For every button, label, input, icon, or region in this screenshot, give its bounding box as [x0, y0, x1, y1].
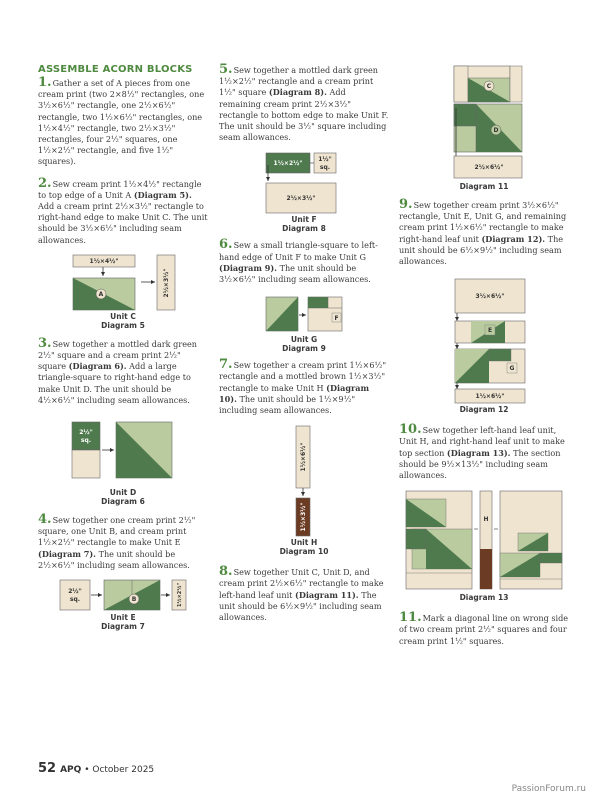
- d6-sq-label-1: 2½": [79, 429, 93, 437]
- step-5: [219, 64, 389, 143]
- step-8: [219, 566, 389, 623]
- d8-rect-label: 1½×2½": [273, 160, 303, 168]
- d8-sq-label-1: 1½": [318, 156, 332, 164]
- diagram-9-figure: [264, 295, 344, 335]
- diagram-13-figure: [404, 489, 564, 593]
- step-number: 11.: [399, 610, 422, 626]
- step-number: 4.: [38, 512, 52, 528]
- diagram-11: [444, 64, 524, 191]
- step-text: Mark a diagonal line on wrong side of two cream print 2½" squares and four cream print 1½" squares.: [399, 613, 569, 646]
- step-text: The section should be 9½×13½" including seam allowances.: [399, 447, 561, 481]
- diagram-5-caption-unit: Unit C: [110, 311, 136, 321]
- issue-date: • October 2025: [84, 765, 155, 775]
- diagram-9-caption-unit: Unit G: [290, 335, 318, 345]
- diagram-11-caption: Diagram 11: [459, 182, 509, 191]
- step-text: Sew together a mottled dark green 1½×2½" rectangle and a cream print 1½" square: [219, 65, 378, 98]
- step-number: 8.: [219, 564, 233, 580]
- d10-bottom-label: 1½×3½": [300, 502, 307, 532]
- diagram-ref: (Diagram 12).: [481, 233, 546, 244]
- step-number: 5.: [219, 62, 233, 77]
- diagram-5-figure: [63, 252, 183, 312]
- column-2: [219, 64, 389, 623]
- d7-unit-label: B: [131, 596, 137, 604]
- magazine-name: APQ: [60, 765, 82, 775]
- d5-unit-label: A: [98, 290, 104, 298]
- diagram-ref: (Diagram 13).: [446, 447, 511, 458]
- diagram-6-caption-unit: Unit D: [109, 488, 137, 498]
- d5-side-label: 2½×3½": [163, 268, 170, 298]
- step-text: Sew a small triangle-square to left-hand edge of Unit F to make Unit G: [219, 240, 378, 262]
- watermark: PassionForum.ru: [511, 784, 586, 794]
- diagram-7-caption-unit: Unit E: [110, 613, 136, 623]
- step-text: Add a cream print 2½×3½" rectangle to right-hand edge to make Unit C. The unit should be 3½×6½" including seam allowances.: [38, 201, 208, 245]
- step-text: Sew together left-hand leaf unit, Unit H, and right-hand leaf unit to make top section: [399, 425, 565, 458]
- d8-sq-label-2: sq.: [319, 164, 331, 172]
- d12-e-label: E: [487, 327, 493, 335]
- step-text: Gather a set of A pieces from one cream print (two 2×8½" rectangles, one 3½×6½" rectangle, one 2½×6½" rectangle, two 1½×6½" rectangles, one 1½×4½" rectangle, two 2½×3½" rectangles, four 2½" squares, one 1½×2½" rectangle, and five 1½" squares).: [38, 78, 205, 167]
- step-4: [38, 514, 208, 571]
- step-text: Sew together one cream print 2½" square, one Unit B, and cream print 1½×2½" rectangle to make Unit E: [38, 515, 196, 548]
- diagram-7-figure: [58, 577, 188, 613]
- diagram-ref: (Diagram 9).: [219, 262, 277, 273]
- step-text: Sew cream print 1½×4½" rectangle to top edge of a Unit A: [38, 178, 202, 200]
- d7-sq-label-1: 2½": [68, 588, 82, 596]
- diagram-10-caption: Diagram 10: [279, 547, 329, 557]
- diagram-5: [63, 252, 183, 330]
- diagram-ref: (Diagram 11).: [294, 589, 359, 600]
- page-number: 52: [38, 761, 57, 776]
- diagram-12: [441, 277, 527, 414]
- d9-unit-label: F: [334, 315, 339, 323]
- step-text: The unit should be 3½×6½" including seam allowances.: [219, 262, 371, 285]
- step-number: 9.: [399, 197, 413, 212]
- d11-bottom-label: 2½×6½": [474, 164, 504, 171]
- diagram-10-caption-unit: Unit H: [290, 538, 318, 548]
- diagram-7-caption: Diagram 7: [101, 622, 145, 632]
- diagram-ref: (Diagram 7).: [38, 548, 96, 559]
- diagram-10: [274, 424, 334, 556]
- step-7: [219, 359, 389, 416]
- diagram-8-caption: Diagram 8: [282, 224, 326, 234]
- page-footer: [38, 761, 154, 776]
- diagram-9: [264, 295, 344, 353]
- step-10: [399, 424, 569, 481]
- diagram-13: [404, 489, 564, 602]
- step-number: 6.: [219, 237, 233, 253]
- d12-top-label: 3½×6½": [475, 293, 505, 301]
- step-2: [38, 175, 208, 246]
- d7-sq-label-2: sq.: [69, 596, 81, 604]
- d13-h-label: H: [483, 516, 489, 524]
- d12-bottom-label: 1½×6½": [475, 393, 505, 401]
- step-text: Sew together cream print 3½×6½" rectangle, Unit E, Unit G, and remaining cream print 1½×6½" rectangle to make right-hand leaf unit: [399, 200, 567, 244]
- diagram-9-caption: Diagram 9: [282, 344, 326, 354]
- d5-top-label: 1½×4½": [89, 257, 119, 265]
- diagram-8-caption-unit: Unit F: [291, 215, 317, 225]
- d7-side-label: 1½×2½": [177, 583, 183, 608]
- d8-bottom-label: 2½×3½": [286, 195, 316, 203]
- step-text: Add remaining cream print 2½×3½" rectangle to bottom edge to make Unit F. The unit should be 3½" square including seam allowances.: [219, 87, 389, 143]
- step-number: 1.: [38, 75, 52, 90]
- d10-top-label: 1½×6½": [300, 442, 307, 472]
- step-text: Sew together a mottled dark green 2½" square and a cream print 2½" square: [38, 338, 197, 372]
- diagram-6: [68, 416, 178, 506]
- step-number: 10.: [399, 422, 422, 438]
- step-text: The unit should be 6½×9½" including seam allowances.: [399, 233, 564, 267]
- step-text: Sew together a cream print 1½×6½" rectangle and a mottled brown 1½×3½" rectangle to make Unit H: [219, 360, 387, 393]
- diagram-6-figure: [68, 416, 178, 488]
- diagram-8-figure: [264, 151, 344, 215]
- step-11: [399, 612, 569, 647]
- diagram-7: [58, 577, 188, 631]
- step-3: [38, 335, 208, 406]
- column-3: [399, 64, 569, 647]
- diagram-12-caption: Diagram 12: [459, 405, 509, 415]
- d11-c-label: C: [486, 83, 492, 90]
- step-text: Sew together Unit C, Unit D, and cream print 2½×6½" rectangle to make left-hand leaf unit: [219, 567, 384, 600]
- step-text: The unit should be 6½×9½" including seam allowances.: [219, 589, 382, 623]
- diagram-13-caption: Diagram 13: [459, 593, 509, 603]
- step-text: Add a large triangle-square to right-hand edge to make Unit D. The unit should be 4½×6½" including seam allowances.: [38, 361, 191, 405]
- diagram-ref: (Diagram 5).: [133, 189, 192, 200]
- diagram-ref: (Diagram 6).: [68, 361, 127, 372]
- diagram-11-figure: [444, 64, 524, 182]
- step-number: 7.: [219, 357, 233, 373]
- step-1: [38, 77, 208, 168]
- diagram-ref: (Diagram 8).: [268, 87, 327, 98]
- step-9: [399, 199, 569, 267]
- step-number: 3.: [38, 335, 52, 351]
- section-title: ASSEMBLE ACORN BLOCKS: [38, 64, 193, 75]
- diagram-ref: (Diagram 10).: [219, 382, 370, 404]
- step-6: [219, 239, 389, 285]
- step-text: The unit should be 1½×9½" including seam allowances.: [219, 393, 356, 416]
- diagram-6-caption: Diagram 6: [101, 497, 145, 507]
- step-number: 2.: [38, 175, 52, 191]
- d12-g-label: G: [509, 365, 515, 373]
- diagram-10-figure: [274, 424, 334, 538]
- d11-d-label: D: [493, 127, 499, 134]
- diagram-8: [264, 151, 344, 233]
- column-1: [38, 64, 208, 637]
- step-text: The unit should be 2½×6½" including seam allowances.: [38, 548, 190, 570]
- d6-sq-label-2: sq.: [80, 437, 92, 445]
- diagram-12-figure: [441, 277, 527, 405]
- diagram-5-caption: Diagram 5: [101, 320, 145, 330]
